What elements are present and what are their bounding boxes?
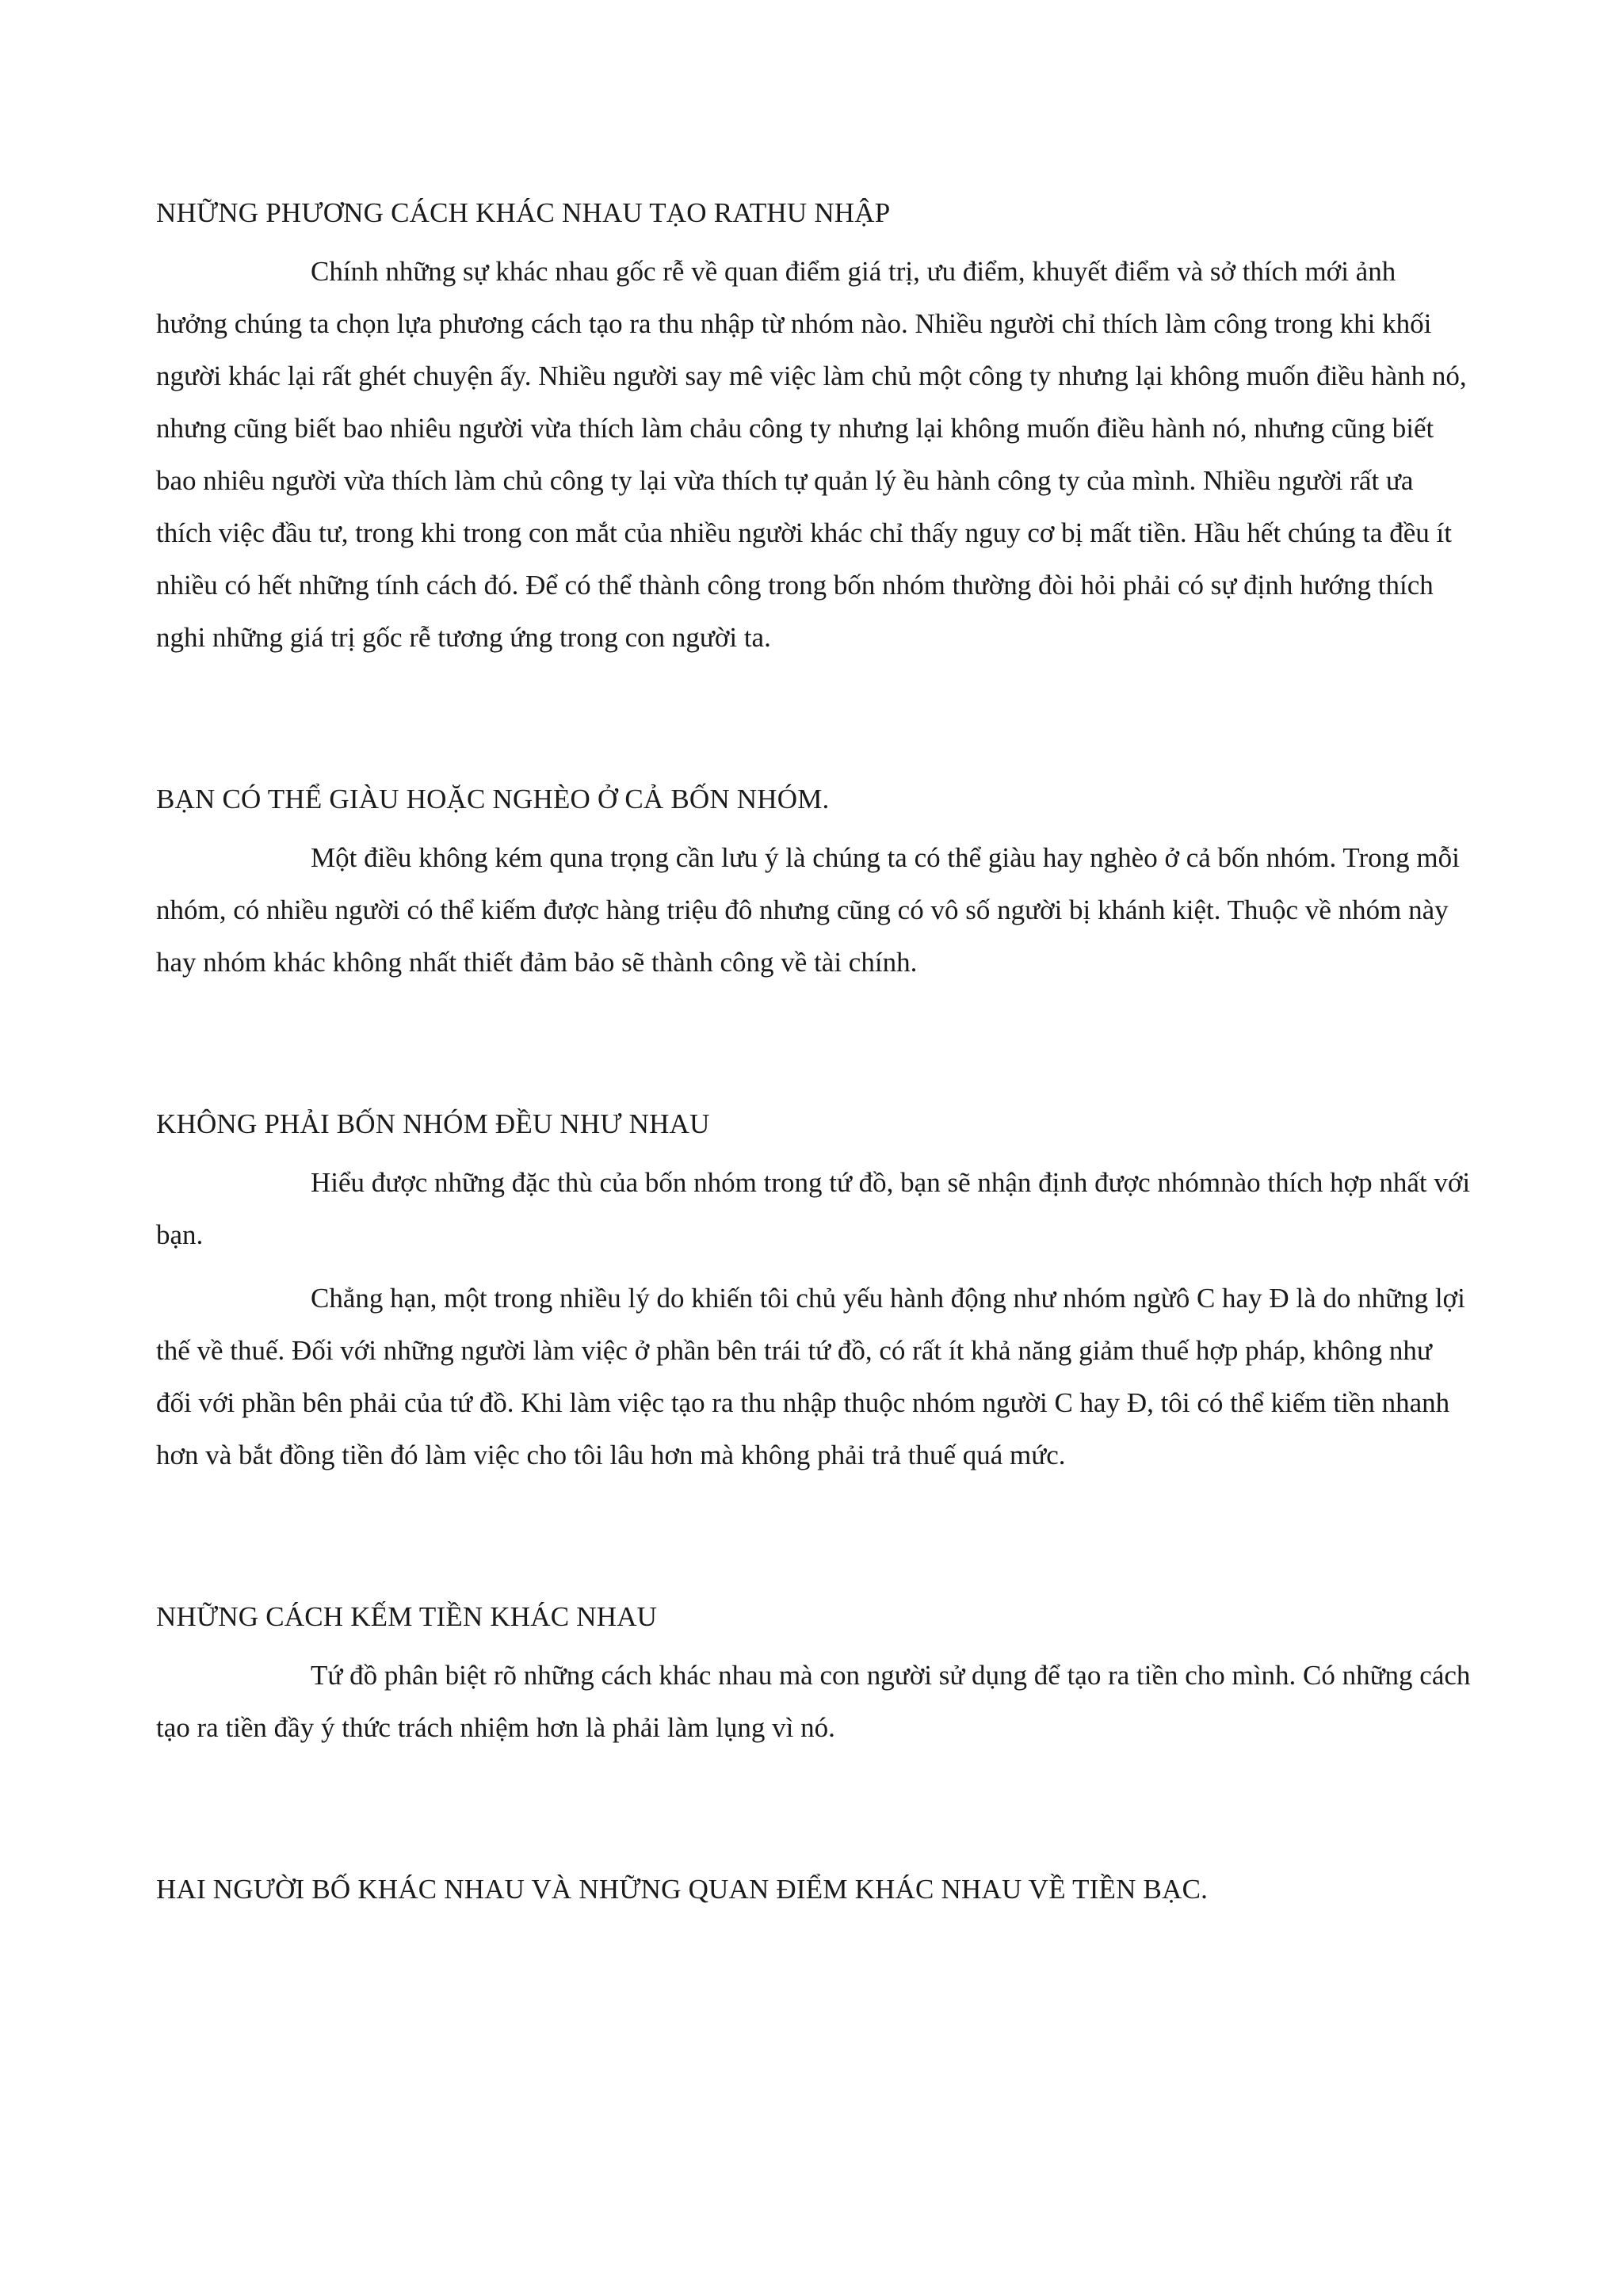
paragraph-income-methods: Chính những sự khác nhau gốc rễ về quan điểm giá trị, ưu điểm, khuyết điểm và sở thích mới ảnh hưởng chúng ta chọn lựa phương cách tạo ra thu nhập từ nhóm nào. Nhiều người chỉ thích làm công trong khi khối người khác lại rất ghét chuyện ấy. Nhiều người say mê việc làm chủ một công ty nhưng lại không muốn điều hành nó, nhưng cũng biết bao nhiêu người vừa thích làm chảu công ty nhưng lại không muốn điều hành nó, nhưng cũng biết bao nhiêu người vừa thích làm chủ công ty lại vừa thích tự quản lý ều hành công ty của mình. Nhiều người rất ưa thích việc đầu tư, trong khi trong con mắt của nhiều người khác chỉ thấy nguy cơ bị mất tiền. Hầu hết chúng ta đều ít nhiều có hết những tính cách đó. Để có thể thành công trong bốn nhóm thường đòi hỏi phải có sự định hướng thích nghi những giá trị gốc rễ tương ứng trong con người ta.: [156, 256, 1467, 653]
paragraph-groups-not-equal-1: Hiểu được những đặc thù của bốn nhóm trong tứ đồ, bạn sẽ nhận định được nhómnào thích hợp nhất với bạn.: [156, 1167, 1471, 1250]
document-page: [156, 187, 1472, 1916]
section-heading-groups-not-equal: KHÔNG PHẢI BỐN NHÓM ĐỀU NHƯ NHAU: [156, 1108, 710, 1139]
paragraph-ways-to-earn: Tứ đồ phân biệt rõ những cách khác nhau mà con người sử dụng để tạo ra tiền cho mình. Có những cách tạo ra tiền đầy ý thức trách nhiệm hơn là phải làm lụng vì nó.: [156, 1660, 1471, 1743]
section-heading-ways-to-earn: NHỮNG CÁCH KẾM TIỀN KHÁC NHAU: [156, 1601, 658, 1632]
paragraph-groups-not-equal-2: Chẳng hạn, một trong nhiều lý do khiến tôi chủ yếu hành động như nhóm ngừô C hay Đ là do những lợi thế về thuế. Đối với những người làm việc ở phần bên trái tứ đồ, có rất ít khả năng giảm thuế hợp pháp, không như đối với phần bên phải của tứ đồ. Khi làm việc tạo ra thu nhập thuộc nhóm người C hay Đ, tôi có thể kiếm tiền nhanh hơn và bắt đồng tiền đó làm việc cho tôi lâu hơn mà không phải trả thuế quá mức.: [156, 1283, 1465, 1470]
section-heading-income-methods: NHỮNG PHƯƠNG CÁCH KHÁC NHAU TẠO RATHU NHẬP: [156, 197, 891, 228]
paragraph-rich-or-poor: Một điều không kém quna trọng cần lưu ý là chúng ta có thể giàu hay nghèo ở cả bốn nhóm. Trong mỗi nhóm, có nhiều người có thể kiếm được hàng triệu đô nhưng cũng có vô số người bị khánh kiệt. Thuộc về nhóm này hay nhóm khác không nhất thiết đảm bảo sẽ thành công về tài chính.: [156, 842, 1460, 978]
section-heading-rich-or-poor: BẠN CÓ THỂ GIÀU HOẶC NGHÈO Ở CẢ BỐN NHÓM.: [156, 784, 830, 814]
section-heading-two-fathers: HAI NGƯỜI BỐ KHÁC NHAU VÀ NHỮNG QUAN ĐIỂM KHÁC NHAU VỀ TIỀN BẠC.: [156, 1874, 1209, 1905]
